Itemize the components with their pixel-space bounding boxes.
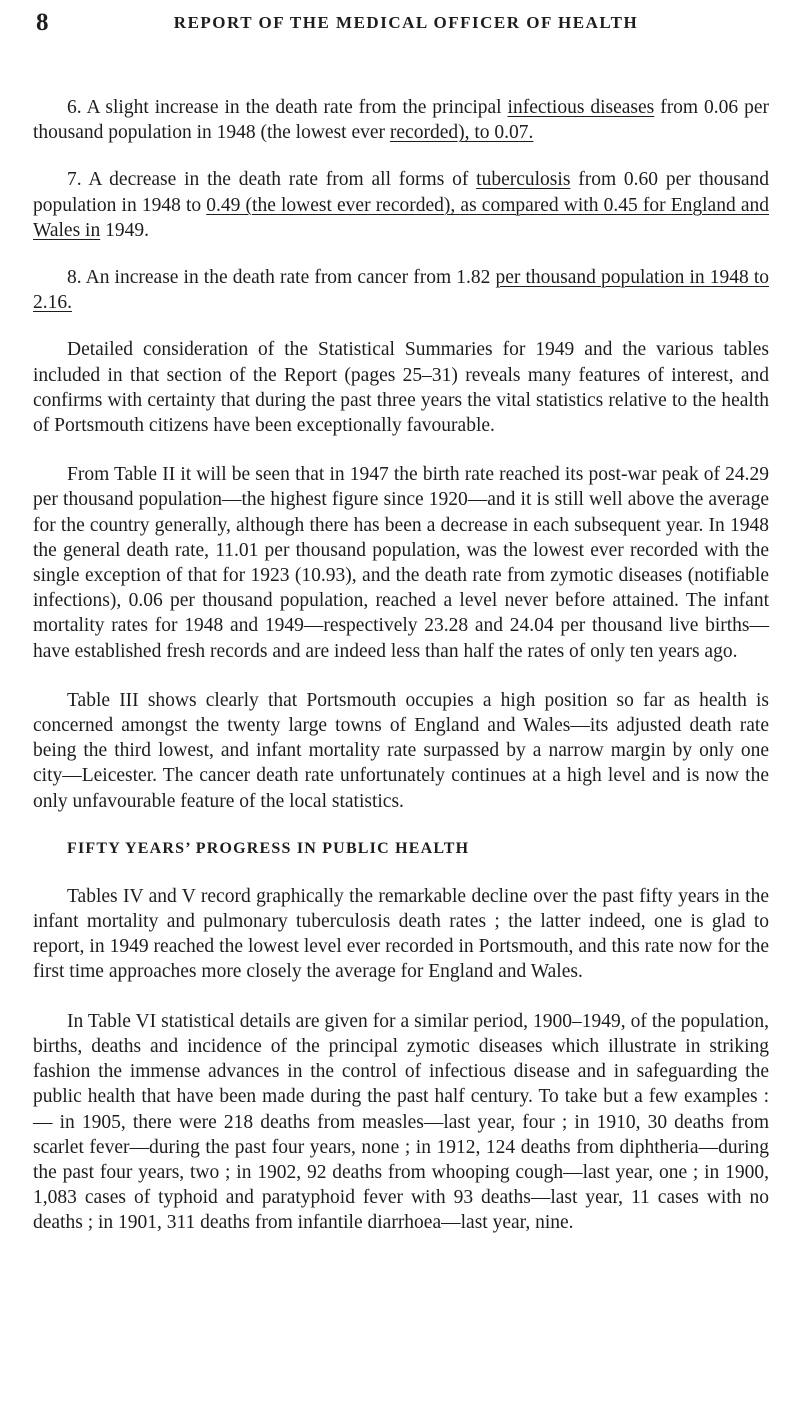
section-heading: FIFTY YEARS’ PROGRESS IN PUBLIC HEALTH	[67, 839, 470, 857]
paragraph-table-vi: In Table VI statistical details are given for a similar period, 1900–1949, of the population, births, deaths and incidence of the principal zymotic diseases which illustrate in striking fashion the immense advances in the control of infectious disease and in safeguarding the public health that have been made during the past half century. To take but a few examples :— in 1905, there were 218 deaths from measles—last year, four ; in 1910, 30 deaths from scarlet fever—during the past four years, none ; in 1912, 124 deaths from diphtheria—during the past four years, two ; in 1902, 92 deaths from whooping cough—last year, one ; in 1900, 1,083 cases of typhoid and paratyphoid fever with 93 deaths—last year, 11 cases with no deaths ; in 1901, 311 deaths from infantile diarrhoea—last year, nine.	[33, 1010, 769, 1234]
item-number: 7.	[67, 169, 82, 191]
item-number: 6.	[67, 97, 82, 118]
underlined-text: infectious diseases	[507, 97, 655, 118]
underlined-text: 0.49 (the lowest ever recorded), as compared with 0.45 for England and Wales in	[33, 194, 769, 241]
paragraph-statistical-summaries: Detailed consideration of the Statistical Summaries for 1949 and the various tables included in that section of the Report (pages 25–31) reveals many features of interest, and confirms with certainty that during the past three years the vital statistics relative to the health of Portsmouth citizens have been exceptionally favourable.	[33, 339, 769, 437]
paragraph-table-iii: Table III shows clearly that Portsmouth occupies a high position so far as health is concerned amongst the twenty large towns of England and Wales—its adjusted death rate being the third lowest, and infant mortality rate surpassed by a narrow margin by only one city—Leicester. The cancer death rate unfortunately continues at a high level and is now the only unfavourable feature of the local statistics.	[33, 689, 769, 812]
underlined-text: recorded), to 0.07.	[389, 122, 534, 144]
finding-item-7: 7. A decrease in the death rate from all forms of tuberculosis from 0.60 per thousand population in 1948 to 0.49 (the lowest ever recorded), as compared with 0.45 for England and Wales in 1949.	[33, 169, 769, 241]
finding-item-8: 8. An increase in the death rate from cancer from 1.82 per thousand population in 1948 to 2.16.	[33, 267, 769, 314]
item-number: 8.	[67, 267, 82, 289]
paragraph-tables-iv-v: Tables IV and V record graphically the remarkable decline over the past fifty years in the infant mortality and pulmonary tuberculosis death rates ; the latter indeed, one is glad to report, in 1949 reached the lowest level ever recorded in Portsmouth, and this rate now for the first time approaches more closely the average for England and Wales.	[33, 885, 769, 983]
report-body	[33, 95, 769, 1260]
finding-item-6: 6. A slight increase in the death rate from the principal infectious diseases from 0.06 per thousand population in 1948 (the lowest ever recorded), to 0.07.	[33, 97, 769, 144]
running-title: REPORT OF THE MEDICAL OFFICER OF HEALTH	[173, 13, 639, 32]
page-header	[36, 8, 776, 38]
page-number: 8	[36, 9, 49, 36]
underlined-text: per thousand population in 1948 to 2.16.	[33, 267, 769, 314]
paragraph-table-ii: From Table II it will be seen that in 1947 the birth rate reached its post-war peak of 24.29 per thousand population—the highest figure since 1920—and it is still well above the average for the country generally, although there has been a decrease in each subsequent year. In 1948 the general death rate, 11.01 per thousand population, was the lowest ever recorded with the single exception of that for 1923 (10.93), and the death rate from zymotic diseases (notifiable infections), 0.06 per thousand population, reached a level never before attained. The infant mortality rates for 1948 and 1949—respectively 23.28 and 24.04 per thousand live births—have established fresh records and are indeed less than half the rates of only ten years ago.	[33, 464, 769, 662]
underlined-text: tuberculosis	[476, 169, 571, 191]
